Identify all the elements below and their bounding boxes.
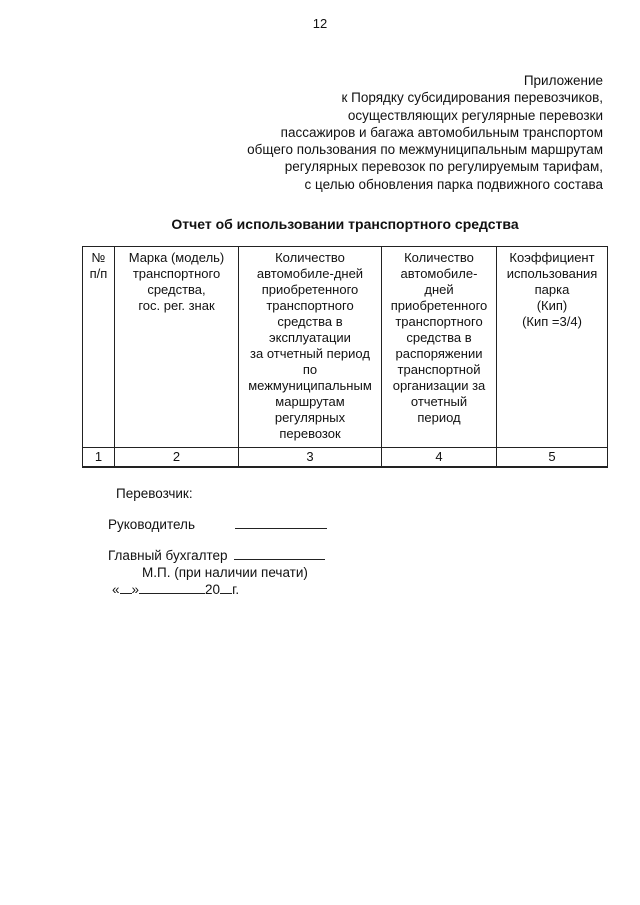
date-open-quote: « [112, 582, 120, 597]
report-table [82, 246, 608, 468]
header-text: распоряжении [395, 346, 483, 361]
director-label: Руководитель [108, 517, 195, 532]
director-signature-blank[interactable] [235, 516, 327, 529]
date-year-blank[interactable] [220, 581, 232, 594]
appendix-line: общего пользования по межмуниципальным маршрутам [247, 142, 603, 158]
stamp-label: М.П. (при наличии печати) [142, 565, 308, 580]
date-line [112, 581, 239, 597]
header-text: Коэффициент [509, 250, 595, 265]
header-text: автомобиле- [400, 266, 478, 281]
header-text: Марка (модель) [128, 250, 225, 265]
header-text: межмуниципальным [248, 378, 372, 393]
header-cell-number [83, 247, 115, 448]
header-text: средства в [277, 314, 343, 329]
appendix-line: пассажиров и багажа автомобильным транспортом [280, 124, 603, 140]
accountant-label: Главный бухгалтер [108, 548, 228, 563]
column-number: 3 [239, 448, 382, 468]
header-text: маршрутам [275, 394, 345, 409]
header-text: гос. рег. знак [138, 298, 215, 313]
header-text: парка [534, 282, 570, 297]
column-number-row [83, 448, 608, 468]
header-text: приобретенного [390, 298, 488, 313]
header-text: п/п [89, 266, 108, 281]
header-text: период [417, 410, 461, 425]
header-text: № [91, 250, 106, 265]
header-text: дней [424, 282, 454, 297]
column-number: 1 [83, 448, 115, 468]
header-text: (Кип) [536, 298, 568, 313]
header-cell-model [115, 247, 239, 448]
table-header-row [83, 247, 608, 448]
header-text: средства, [147, 282, 206, 297]
column-number: 2 [115, 448, 239, 468]
header-text: автомобиле-дней [256, 266, 364, 281]
header-text: отчетный [410, 394, 468, 409]
header-text: транспортной [397, 362, 481, 377]
date-close-quote: » [131, 582, 140, 597]
column-number: 5 [497, 448, 608, 468]
page-number: 12 [312, 16, 328, 31]
appendix-line: Приложение [523, 73, 603, 88]
header-text: средства в [406, 330, 472, 345]
header-text: эксплуатации [269, 330, 351, 345]
header-text: транспортного [395, 314, 483, 329]
appendix-header [247, 72, 603, 193]
header-text: по [302, 362, 318, 377]
header-text: приобретенного [261, 282, 359, 297]
header-text: использования [506, 266, 598, 281]
column-number: 4 [382, 448, 497, 468]
header-text: (Кип =3/4) [522, 314, 582, 329]
header-cell-days-operation [239, 247, 382, 448]
header-text: перевозок [279, 426, 341, 441]
appendix-line: осуществляющих регулярные перевозки [347, 107, 603, 123]
date-suffix: г. [232, 582, 240, 597]
header-text: Количество [404, 250, 474, 265]
accountant-signature-line [108, 547, 325, 563]
appendix-line: к Порядку субсидирования перевозчиков, [341, 90, 603, 106]
director-signature-line [108, 516, 327, 532]
header-text: транспортного [266, 298, 354, 313]
header-text: Количество [275, 250, 345, 265]
header-text: транспортного [132, 266, 221, 281]
header-text: за отчетный период [250, 346, 370, 361]
header-cell-coefficient [497, 247, 608, 448]
date-day-blank[interactable] [120, 581, 132, 594]
header-cell-days-disposal [382, 247, 497, 448]
appendix-line: с целью обновления парка подвижного состава [304, 176, 603, 192]
header-text: регулярных [274, 410, 346, 425]
document-title: Отчет об использовании транспортного средства [171, 216, 519, 232]
header-text: организации за [392, 378, 486, 393]
appendix-line: регулярных перевозок по регулируемым тарифам, [284, 159, 603, 175]
accountant-signature-blank[interactable] [234, 547, 325, 560]
carrier-label: Перевозчик: [116, 486, 193, 501]
date-month-blank[interactable] [139, 581, 205, 594]
date-year-prefix: 20 [205, 582, 221, 597]
